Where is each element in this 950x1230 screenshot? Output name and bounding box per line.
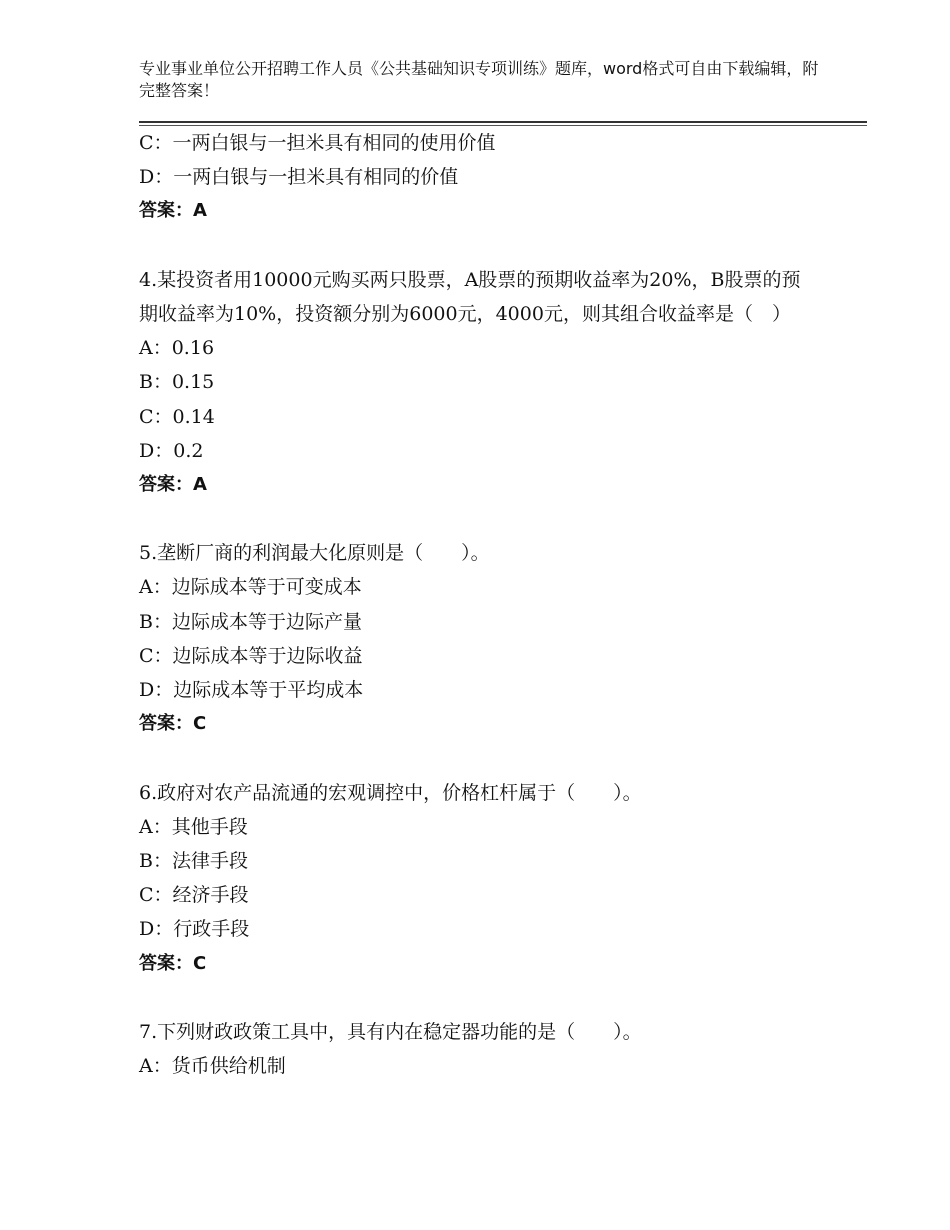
question-7 (139, 1015, 839, 1083)
option-b: B：0.15 (139, 371, 215, 394)
question-4 (139, 263, 839, 502)
option-c: C：0.14 (139, 405, 215, 428)
option-d: D：行政手段 (139, 918, 250, 941)
question-3-tail (139, 126, 839, 229)
option-b: B：法律手段 (139, 850, 248, 872)
answer-label: 答案：A (139, 473, 207, 495)
question-6 (139, 776, 839, 981)
answer-label: 答案：C (139, 713, 207, 735)
answer-label: 答案：A (139, 200, 207, 222)
question-list (139, 126, 839, 1083)
question-stem: 7.下列财政政策工具中，具有内在稳定器功能的是（ ）。 (139, 1020, 642, 1043)
header-divider-thick (139, 121, 867, 123)
header-title: 专业事业单位公开招聘工作人员《公共基础知识专项训练》题库，word格式可自由下载编辑，附完整答案！ (139, 59, 819, 100)
document-header (139, 58, 819, 102)
question-stem: 4.某投资者用10000元购买两只股票，A股票的预期收益率为20%，B股票的预期收益率为10%，投资额分别为6000元，4000元，则其组合收益率是（ ） (139, 268, 801, 325)
option-d: D：一两白银与一担米具有相同的价值 (139, 166, 459, 189)
option-a: A：货币供给机制 (139, 1055, 286, 1078)
option-a: A：0.16 (139, 337, 215, 360)
question-stem: 6.政府对农产品流通的宏观调控中，价格杠杆属于（ ）。 (139, 781, 642, 804)
option-c: C：经济手段 (139, 884, 249, 907)
option-c: C：一两白银与一担米具有相同的使用价值 (139, 132, 496, 154)
option-c: C：边际成本等于边际收益 (139, 644, 363, 667)
option-a: A：边际成本等于可变成本 (139, 576, 362, 599)
answer-label: 答案：C (139, 952, 207, 974)
option-b: B：边际成本等于边际产量 (139, 610, 362, 633)
option-d: D：边际成本等于平均成本 (139, 679, 364, 702)
question-5 (139, 536, 839, 741)
option-a: A：其他手段 (139, 815, 248, 838)
option-d: D：0.2 (139, 439, 204, 462)
question-stem: 5.垄断厂商的利润最大化原则是（ ）。 (139, 542, 490, 565)
